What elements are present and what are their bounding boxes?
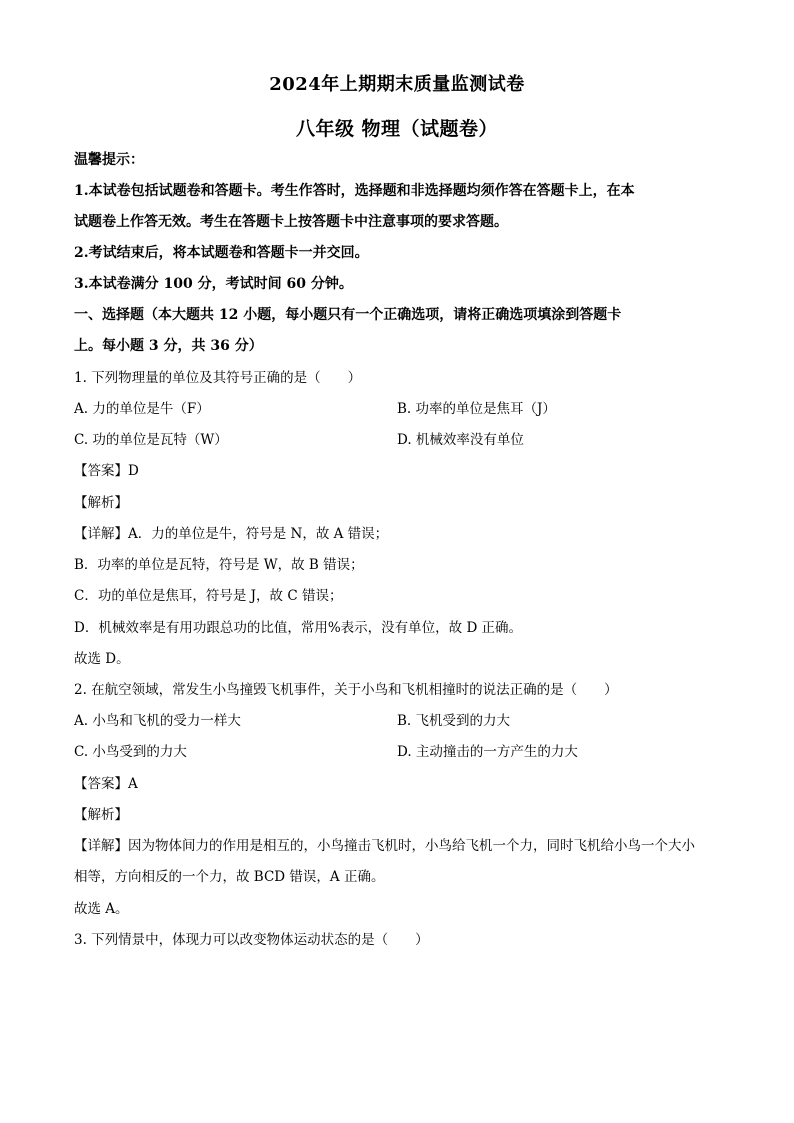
section-heading-line-1: 一、选择题（本大题共 12 小题，每小题只有一个正确选项，请将正确选项填涂到答题卡 <box>74 307 622 323</box>
section-heading-line-2: 上。每小题 3 分，共 36 分） <box>74 338 263 354</box>
q2-option-b: B. 飞机受到的力大 <box>397 713 511 729</box>
q1-analysis-label: 【解析】 <box>74 495 128 511</box>
q1-answer: 【答案】D <box>74 463 139 479</box>
q2-detail-2: 相等，方向相反的一个力，故 BCD 错误，A 正确。 <box>74 869 385 885</box>
exam-subtitle: 八年级 物理（试题卷） <box>295 118 499 140</box>
q1-detail-2: B．功率的单位是瓦特，符号是 W，故 B 错误； <box>74 557 364 573</box>
tip-1-line-2: 试题卷上作答无效。考生在答题卡上按答题卡中注意事项的要求答题。 <box>74 214 508 230</box>
tip-3: 3.本试卷满分 100 分，考试时间 60 分钟。 <box>74 276 353 292</box>
tip-1-line-1: 1.本试卷包括试题卷和答题卡。考生作答时，选择题和非选择题均须作答在答题卡上，在本 <box>74 183 635 199</box>
q1-stem: 1. 下列物理量的单位及其符号正确的是（ ） <box>74 370 362 386</box>
q1-detail-1: 【详解】A．力的单位是牛，符号是 N，故 A 错误； <box>74 526 389 542</box>
q2-analysis-label: 【解析】 <box>74 807 128 823</box>
exam-title: 2024年上期期末质量监测试卷 <box>269 74 525 95</box>
q2-stem: 2. 在航空领域，常发生小鸟撞毁飞机事件，关于小鸟和飞机相撞时的说法正确的是（ ） <box>74 682 618 698</box>
q2-option-c: C. 小鸟受到的力大 <box>74 744 187 760</box>
q1-conclusion: 故选 D。 <box>74 651 130 667</box>
q2-detail-1: 【详解】因为物体间力的作用是相互的，小鸟撞击飞机时，小鸟给飞机一个力，同时飞机给小鸟一个大小 <box>74 838 695 854</box>
q1-option-a: A. 力的单位是牛（F） <box>74 401 210 417</box>
q2-option-d: D. 主动撞击的一方产生的力大 <box>397 744 578 760</box>
q3-stem: 3. 下列情景中，体现力可以改变物体运动状态的是（ ） <box>74 932 429 948</box>
q1-detail-4: D．机械效率是有用功跟总功的比值，常用%表示，没有单位，故 D 正确。 <box>74 620 523 636</box>
q1-option-b: B. 功率的单位是焦耳（J） <box>397 401 556 417</box>
q2-conclusion: 故选 A。 <box>74 901 129 917</box>
q1-option-d: D. 机械效率没有单位 <box>397 432 524 448</box>
q1-detail-3: C．功的单位是焦耳，符号是 J，故 C 错误； <box>74 588 343 604</box>
q2-option-a: A. 小鸟和飞机的受力一样大 <box>74 713 241 729</box>
tips-heading: 温馨提示： <box>74 152 144 168</box>
tip-2: 2.考试结束后，将本试题卷和答题卡一并交回。 <box>74 245 369 261</box>
q2-answer: 【答案】A <box>74 776 138 792</box>
q1-option-c: C. 功的单位是瓦特（W） <box>74 432 228 448</box>
